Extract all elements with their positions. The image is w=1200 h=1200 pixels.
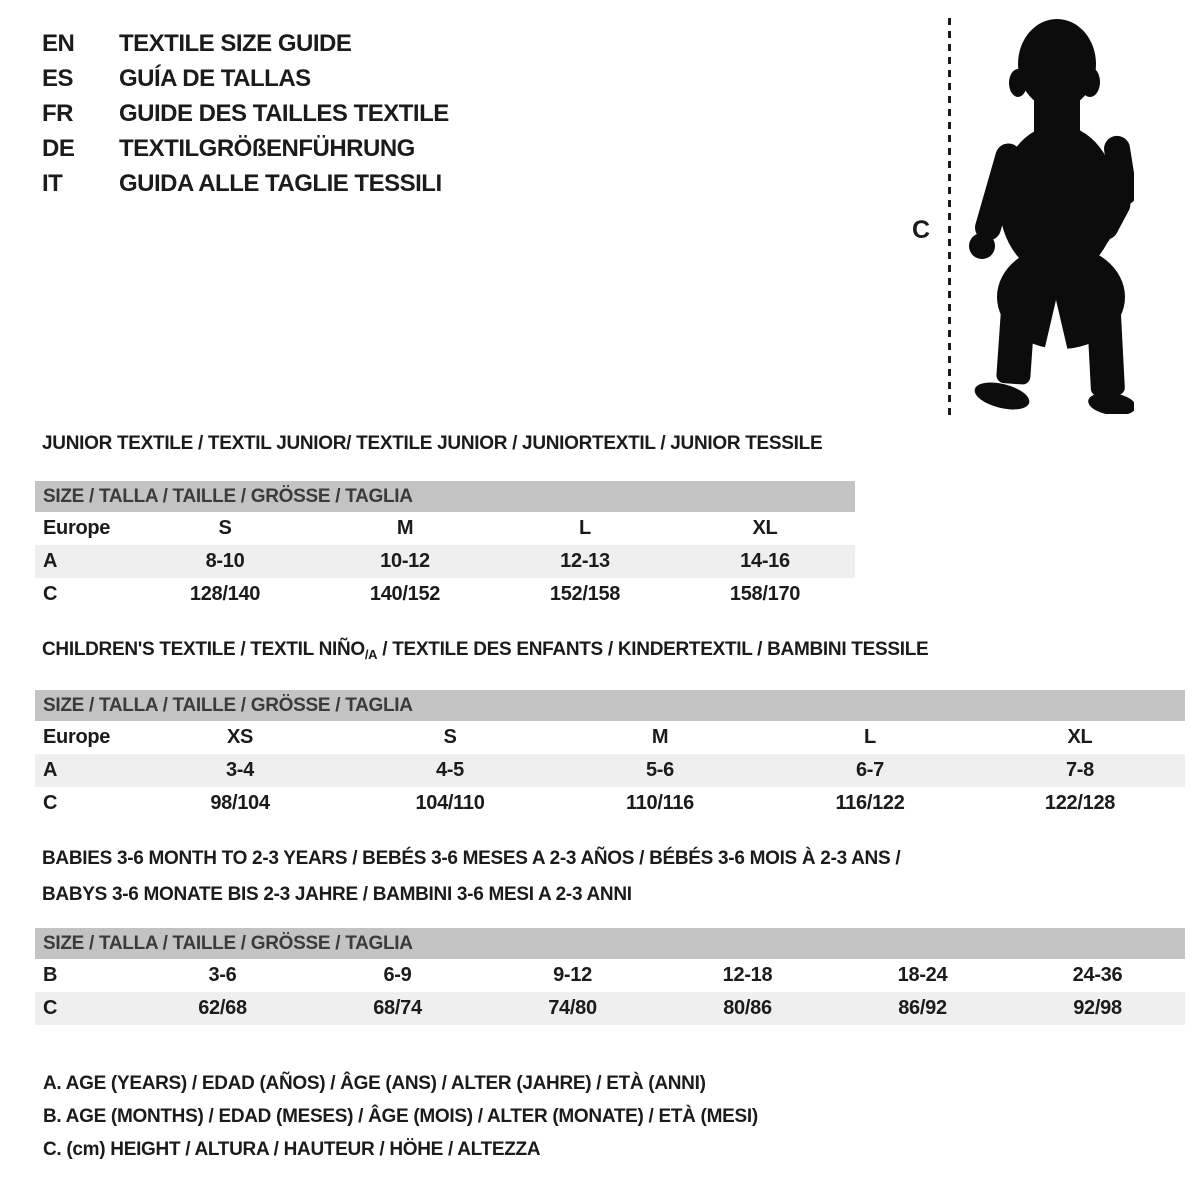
age-cell: 6-7 — [855, 759, 884, 781]
measure-legend — [43, 1067, 758, 1166]
language-code: FR — [42, 99, 73, 127]
height-measure-label: C — [912, 216, 931, 244]
size-table-babies — [35, 928, 1185, 1025]
height-cell: 104/110 — [415, 792, 485, 814]
size-cell: L — [864, 726, 876, 748]
children-title-subscript: /A — [364, 647, 378, 662]
section-title-babies-line2: BABYS 3-6 MONATE BIS 2-3 JAHRE / BAMBINI 3-6 MESI A 2-3 ANNI — [42, 884, 632, 905]
table-row-height-cm — [35, 787, 1185, 820]
row-label: Europe — [43, 517, 111, 539]
height-cell: 152/158 — [549, 583, 621, 605]
size-cell: XS — [226, 726, 254, 748]
row-label: A — [43, 759, 58, 781]
size-cell: XL — [752, 517, 778, 539]
row-label: A — [43, 550, 58, 572]
height-cell: 62/68 — [198, 997, 247, 1019]
language-code: EN — [42, 29, 75, 57]
age-cell: 14-16 — [740, 550, 790, 572]
row-label: Europe — [43, 726, 111, 748]
section-title-babies-line1: BABIES 3-6 MONTH TO 2-3 YEARS / BEBÉS 3-6 MESES A 2-3 AÑOS / BÉBÉS 3-6 MOIS À 2-3 ANS / — [42, 848, 901, 869]
language-code: ES — [42, 64, 74, 92]
size-header-band — [35, 481, 855, 512]
language-title: TEXTILGRÖßENFÜHRUNG — [119, 134, 415, 162]
section-title-children — [42, 639, 928, 662]
age-cell: 8-10 — [205, 550, 245, 572]
height-cell: 92/98 — [1073, 997, 1122, 1019]
age-cell: 3-6 — [208, 964, 237, 986]
language-row — [42, 131, 449, 166]
row-label: B — [43, 964, 58, 986]
height-cell: 158/170 — [729, 583, 801, 605]
size-table-junior — [35, 481, 855, 611]
size-header-band — [35, 690, 1185, 721]
table-row-age-months — [35, 959, 1185, 992]
toddler-silhouette-image — [966, 16, 1134, 414]
language-code: IT — [42, 169, 63, 197]
age-cell: 9-12 — [553, 964, 592, 986]
legend-line-age-months: B. AGE (MONTHS) / EDAD (MESES) / ÂGE (MOIS) / ALTER (MONATE) / ETÀ (MESI) — [43, 1105, 758, 1127]
height-cell: 116/122 — [835, 792, 905, 814]
language-row — [42, 26, 449, 61]
height-cell: 122/128 — [1044, 792, 1116, 814]
age-cell: 12-13 — [560, 550, 610, 572]
age-cell: 4-5 — [435, 759, 464, 781]
age-cell: 5-6 — [645, 759, 674, 781]
size-cell: XL — [1067, 726, 1093, 748]
size-header-label: SIZE / TALLA / TAILLE / GRÖSSE / TAGLIA — [43, 694, 413, 716]
language-title: TEXTILE SIZE GUIDE — [119, 29, 352, 57]
table-row-europe — [35, 512, 855, 545]
table-row-europe — [35, 721, 1185, 754]
height-dashed-line — [948, 18, 951, 415]
table-row-height-cm — [35, 992, 1185, 1025]
age-cell: 6-9 — [383, 964, 412, 986]
language-code: DE — [42, 134, 75, 162]
age-cell: 10-12 — [380, 550, 430, 572]
size-cell: S — [218, 517, 232, 539]
row-label: C — [43, 583, 58, 605]
height-cell: 128/140 — [189, 583, 261, 605]
language-title: GUIDA ALLE TAGLIE TESSILI — [119, 169, 442, 197]
section-title-junior: JUNIOR TEXTILE / TEXTIL JUNIOR/ TEXTILE JUNIOR / JUNIORTEXTIL / JUNIOR TESSILE — [42, 433, 823, 454]
language-row — [42, 61, 449, 96]
children-title-suffix: / TEXTILE DES ENFANTS / KINDERTEXTIL / BAMBINI TESSILE — [377, 639, 929, 660]
size-header-label: SIZE / TALLA / TAILLE / GRÖSSE / TAGLIA — [43, 485, 413, 507]
age-cell: 12-18 — [722, 964, 773, 986]
size-cell: M — [651, 726, 669, 748]
age-cell: 7-8 — [1065, 759, 1094, 781]
height-cell: 68/74 — [373, 997, 422, 1019]
table-row-height-cm — [35, 578, 855, 611]
size-table-children — [35, 690, 1185, 820]
size-cell: S — [443, 726, 457, 748]
age-cell: 24-36 — [1072, 964, 1123, 986]
language-row — [42, 166, 449, 201]
age-cell: 18-24 — [897, 964, 948, 986]
age-cell: 3-4 — [225, 759, 254, 781]
language-title: GUÍA DE TALLAS — [119, 64, 311, 92]
legend-line-height-cm: C. (cm) HEIGHT / ALTURA / HAUTEUR / HÖHE / ALTEZZA — [43, 1138, 541, 1160]
size-header-label: SIZE / TALLA / TAILLE / GRÖSSE / TAGLIA — [43, 932, 413, 954]
table-row-age-years — [35, 754, 1185, 787]
height-cell: 74/80 — [548, 997, 597, 1019]
height-cell: 110/116 — [626, 792, 694, 814]
language-title-list — [42, 26, 449, 201]
table-row-age-years — [35, 545, 855, 578]
size-cell: M — [396, 517, 414, 539]
size-header-band — [35, 928, 1185, 959]
row-label: C — [43, 997, 58, 1019]
size-cell: L — [579, 517, 591, 539]
height-cell: 140/152 — [369, 583, 441, 605]
height-cell: 98/104 — [210, 792, 270, 814]
height-cell: 86/92 — [898, 997, 947, 1019]
legend-line-age-years: A. AGE (YEARS) / EDAD (AÑOS) / ÂGE (ANS) / ALTER (JAHRE) / ETÀ (ANNI) — [43, 1072, 706, 1094]
height-cell: 80/86 — [723, 997, 772, 1019]
children-title-prefix: CHILDREN'S TEXTILE / TEXTIL NIÑO — [42, 639, 365, 660]
language-title: GUIDE DES TAILLES TEXTILE — [119, 99, 449, 127]
row-label: C — [43, 792, 58, 814]
language-row — [42, 96, 449, 131]
